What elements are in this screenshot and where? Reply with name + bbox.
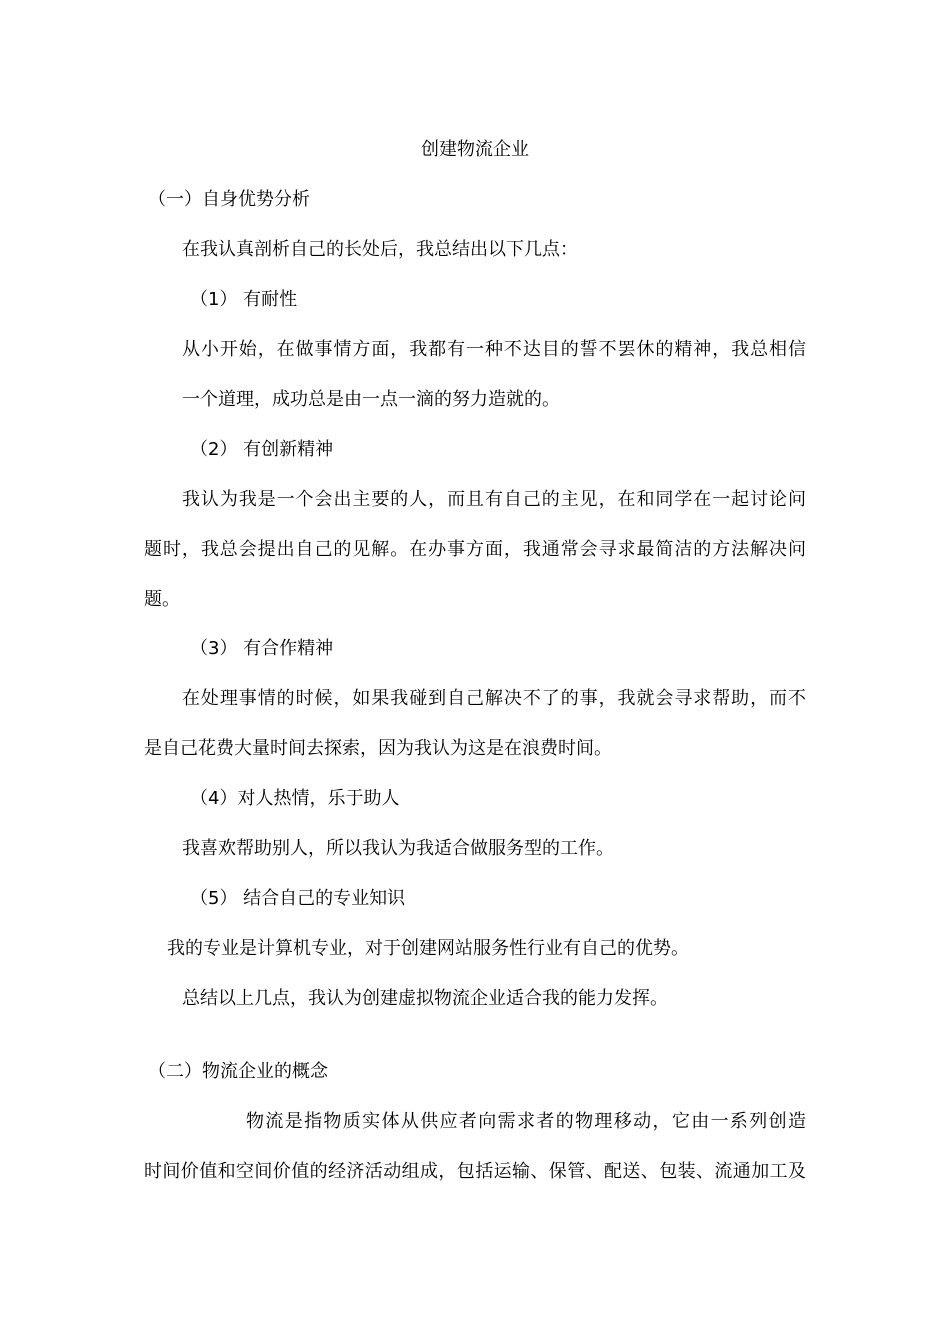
section-heading-2: （二）物流企业的概念 bbox=[148, 1061, 328, 1082]
item-label-1: （1） 有耐性 bbox=[190, 289, 298, 310]
paragraph-line: 我喜欢帮助别人，所以我认为我适合做服务型的工作。 bbox=[182, 838, 614, 859]
paragraph-line: 题。 bbox=[144, 589, 180, 610]
paragraph-line: 我认为我是一个会出主要的人，而且有自己的主见，在和同学在一起讨论问 bbox=[182, 489, 806, 510]
paragraph-line: 从小开始，在做事情方面，我都有一种不达目的誓不罢休的精神，我总相信 bbox=[182, 339, 806, 360]
summary-line: 总结以上几点，我认为创建虚拟物流企业适合我的能力发挥。 bbox=[182, 988, 668, 1009]
item-label-3: （3） 有合作精神 bbox=[190, 638, 334, 659]
paragraph-line: 我的专业是计算机专业，对于创建网站服务性行业有自己的优势。 bbox=[167, 938, 689, 959]
item-label-5: （5） 结合自己的专业知识 bbox=[190, 888, 406, 909]
paragraph-line: 时间价值和空间价值的经济活动组成，包括运输、保管、配送、包装、流通加工及 bbox=[144, 1161, 806, 1182]
paragraph-line: 物流是指物质实体从供应者向需求者的物理移动，它由一系列创造 bbox=[246, 1111, 806, 1132]
page-title: 创建物流企业 bbox=[421, 139, 529, 160]
section-heading-1: （一）自身优势分析 bbox=[148, 189, 310, 210]
paragraph-line: 题时，我总会提出自己的见解。在办事方面，我通常会寻求最简洁的方法解决问 bbox=[144, 539, 806, 560]
item-label-4: （4）对人热情，乐于助人 bbox=[190, 788, 400, 809]
paragraph-line: 在处理事情的时候，如果我碰到自己解决不了的事，我就会寻求帮助，而不 bbox=[182, 688, 806, 709]
section-intro: 在我认真剖析自己的长处后，我总结出以下几点： bbox=[182, 239, 578, 260]
item-label-2: （2） 有创新精神 bbox=[190, 439, 334, 460]
paragraph-line: 一个道理，成功总是由一点一滴的努力造就的。 bbox=[182, 389, 560, 410]
paragraph-line: 是自己花费大量时间去探索，因为我认为这是在浪费时间。 bbox=[144, 738, 612, 759]
